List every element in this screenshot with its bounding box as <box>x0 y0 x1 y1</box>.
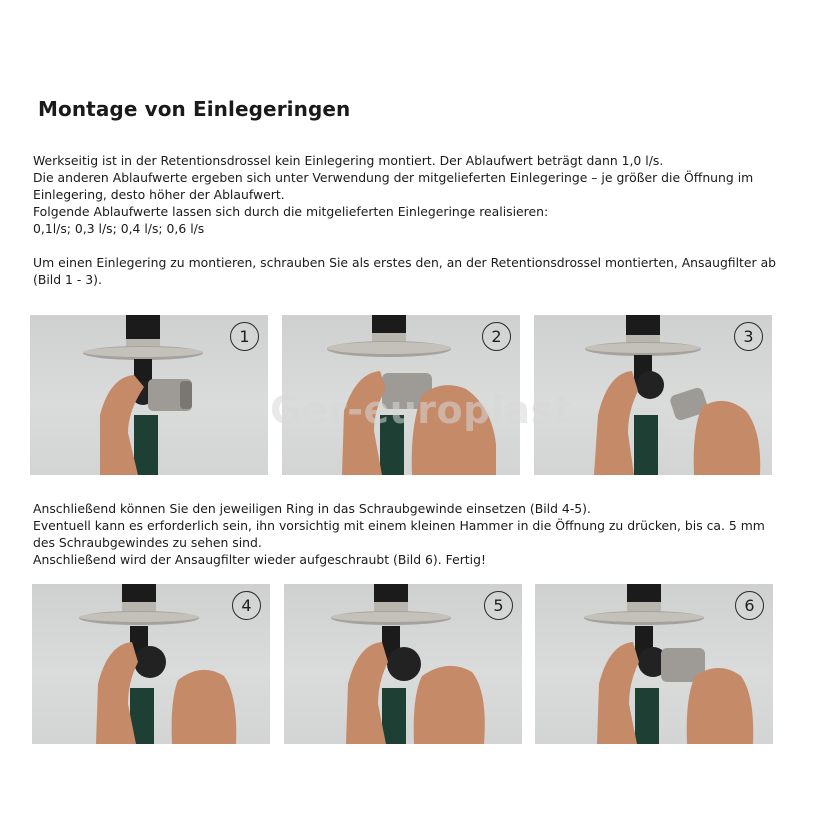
step-number-badge: 4 <box>232 591 261 620</box>
step2-line: Eventuell kann es erforderlich sein, ihn vorsichtig mit einem kleinen Hammer in die Öffnung zu drücken, bis ca. 5 mm <box>33 518 765 533</box>
intro-line: Die anderen Ablaufwerte ergeben sich unter Verwendung der mitgelieferten Einlegeringe – je größer die Öffnung im <box>33 170 754 185</box>
photo-step-1 <box>30 315 268 475</box>
step1-paragraph <box>33 254 793 288</box>
page-title: Montage von Einlegeringen <box>38 97 351 121</box>
step-number-badge: 2 <box>482 322 511 351</box>
step-number-badge: 3 <box>734 322 763 351</box>
intro-paragraph <box>33 152 793 237</box>
photo-step-4 <box>32 584 270 744</box>
step1-line: (Bild 1 - 3). <box>33 272 102 287</box>
step2-paragraph <box>33 500 793 568</box>
intro-line: 0,1l/s; 0,3 l/s; 0,4 l/s; 0,6 l/s <box>33 221 205 236</box>
step2-line: Anschließend wird der Ansaugfilter wieder aufgeschraubt (Bild 6). Fertig! <box>33 552 486 567</box>
watermark: Ger-europlast <box>270 388 573 432</box>
intro-line: Einlegering, desto höher der Ablaufwert. <box>33 187 285 202</box>
step2-line: Anschließend können Sie den jeweiligen Ring in das Schraubgewinde einsetzen (Bild 4-5). <box>33 501 591 516</box>
intro-line: Werkseitig ist in der Retentionsdrossel kein Einlegering montiert. Der Ablaufwert beträgt dann 1,0 l/s. <box>33 153 664 168</box>
step-number-badge: 5 <box>484 591 513 620</box>
step1-line: Um einen Einlegering zu montieren, schrauben Sie als erstes den, an der Retentionsdrossel montierten, Ansaugfilter ab <box>33 255 777 270</box>
step-number-badge: 6 <box>735 591 764 620</box>
step-number-badge: 1 <box>230 322 259 351</box>
intro-line: Folgende Ablaufwerte lassen sich durch die mitgelieferten Einlegeringe realisieren: <box>33 204 549 219</box>
photo-step-6 <box>535 584 773 744</box>
photo-step-5 <box>284 584 522 744</box>
step2-line: des Schraubgewindes zu sehen sind. <box>33 535 262 550</box>
